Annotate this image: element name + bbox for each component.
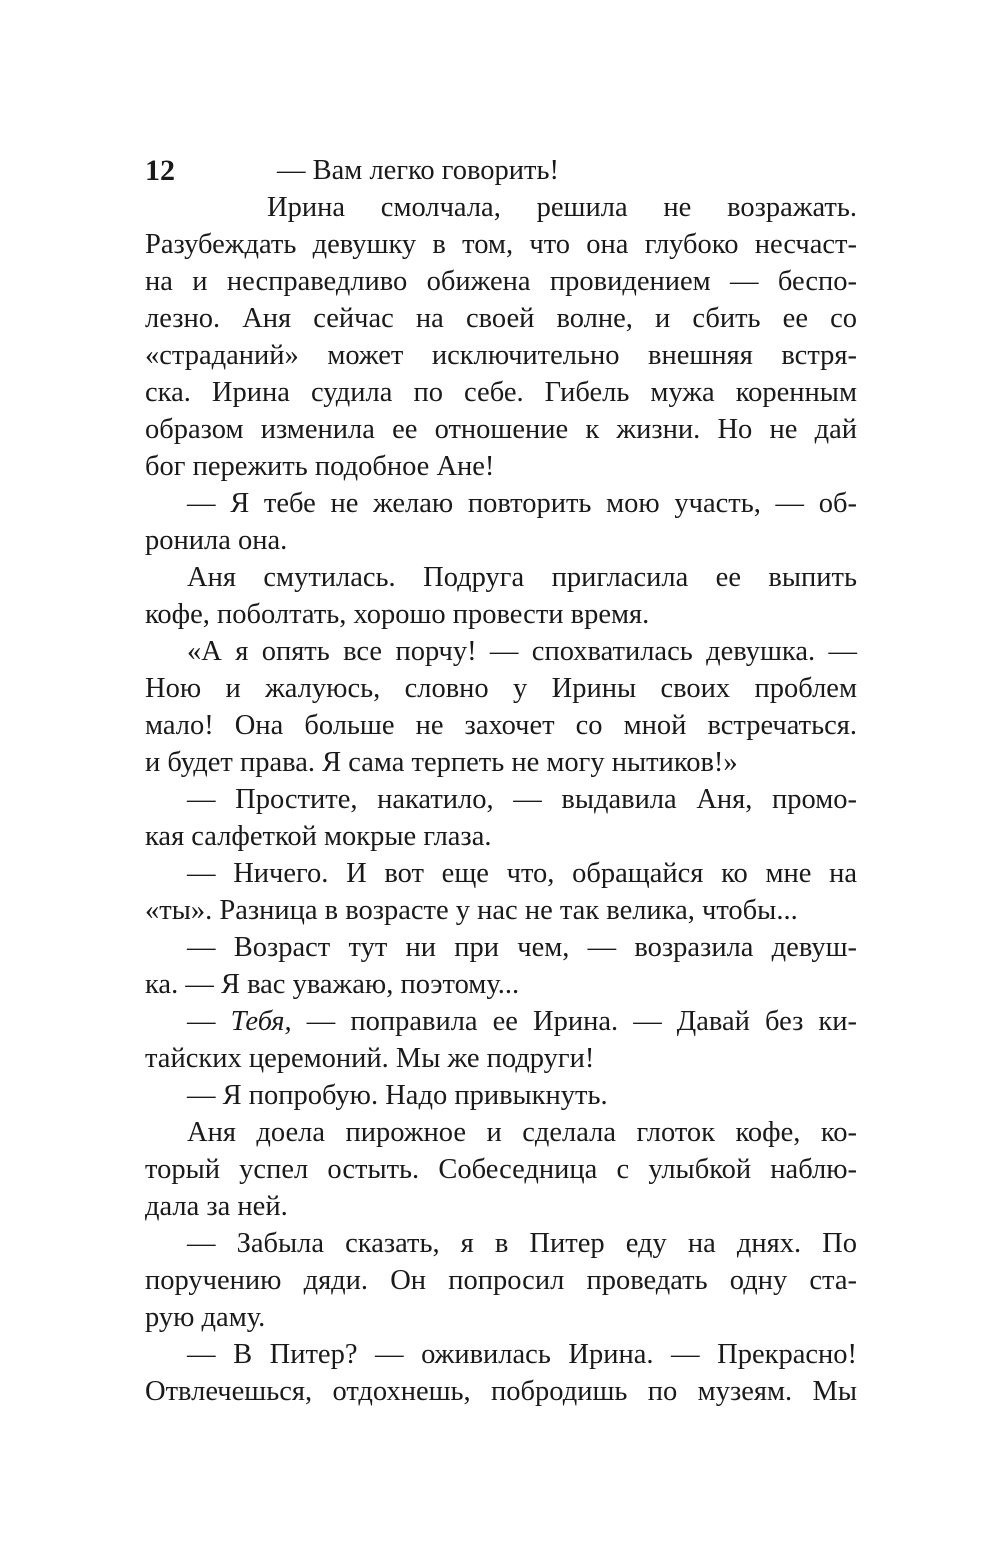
- text-line: ка. — Я вас уважаю, поэтому...: [145, 969, 520, 1000]
- text-line-pre: —: [187, 1006, 231, 1037]
- text-line: на и несправедливо обижена провидением — беспо-: [145, 266, 857, 297]
- text-line: [145, 1003, 857, 1040]
- text-line: «А я опять все порчу! — спохватилась девушка. —: [187, 636, 857, 667]
- text-line: «ты». Разница в возрасте у нас не так велика, чтобы...: [145, 895, 798, 926]
- text-line: кая салфеткой мокрые глаза.: [145, 821, 492, 852]
- text-line-post: — поправила ее Ирина. — Давай без ки-: [291, 1006, 858, 1037]
- text-line: — Я тебе не желаю повторить мою участь, — об-: [187, 488, 857, 519]
- text-line: кофе, поболтать, хорошо провести время.: [145, 599, 650, 630]
- text-line: лезно. Аня сейчас на своей волне, и сбить ее со: [145, 303, 857, 334]
- text-line: Отвлечешься, отдохнешь, побродишь по музеям. Мы: [145, 1376, 857, 1407]
- text-line: поручению дяди. Он попросил проведать одну ста-: [145, 1265, 857, 1296]
- text-line: торый успел остыть. Собеседница с улыбкой наблю-: [145, 1154, 857, 1185]
- text-line: мало! Она больше не захочет со мной встречаться.: [145, 710, 857, 741]
- page-number: 12: [145, 154, 175, 187]
- text-line: Ною и жалуюсь, словно у Ирины своих проблем: [145, 673, 857, 704]
- text-line: — Возраст тут ни при чем, — возразила девуш-: [187, 932, 857, 963]
- text-line: «страданий» может исключительно внешняя встря-: [145, 340, 857, 371]
- text-line: — Я попробую. Надо привыкнуть.: [187, 1080, 608, 1111]
- text-line: бог пережить подобное Ане!: [145, 451, 495, 482]
- text-line: Аня смутилась. Подруга пригласила ее выпить: [187, 562, 857, 593]
- text-line: — В Питер? — оживилась Ирина. — Прекрасно!: [187, 1339, 857, 1370]
- page-text: [145, 152, 857, 1410]
- text-line: дала за ней.: [145, 1191, 288, 1222]
- text-line: ронила она.: [145, 525, 288, 556]
- text-line: тайских церемоний. Мы же подруги!: [145, 1043, 595, 1074]
- text-line: — Забыла сказать, я в Питер еду на днях. По: [187, 1228, 857, 1259]
- text-line: — Простите, накатило, — выдавила Аня, промо-: [187, 784, 857, 815]
- text-line: и будет права. Я сама терпеть не могу нытиков!»: [145, 747, 738, 778]
- text-line: Ирина смолчала, решила не возражать.: [267, 192, 857, 223]
- text-line-italic: Тебя,: [230, 1006, 292, 1037]
- text-line: — Вам легко говорить!: [277, 155, 559, 186]
- text-line: образом изменила ее отношение к жизни. Но не дай: [145, 414, 857, 445]
- text-line: рую даму.: [145, 1302, 266, 1333]
- text-line: — Ничего. И вот еще что, обращайся ко мне на: [187, 858, 857, 889]
- text-line: Аня доела пирожное и сделала глоток кофе, ко-: [187, 1117, 857, 1148]
- text-line: Разубеждать девушку в том, что она глубоко несчаст-: [145, 229, 857, 260]
- text-line: ска. Ирина судила по себе. Гибель мужа коренным: [145, 377, 857, 408]
